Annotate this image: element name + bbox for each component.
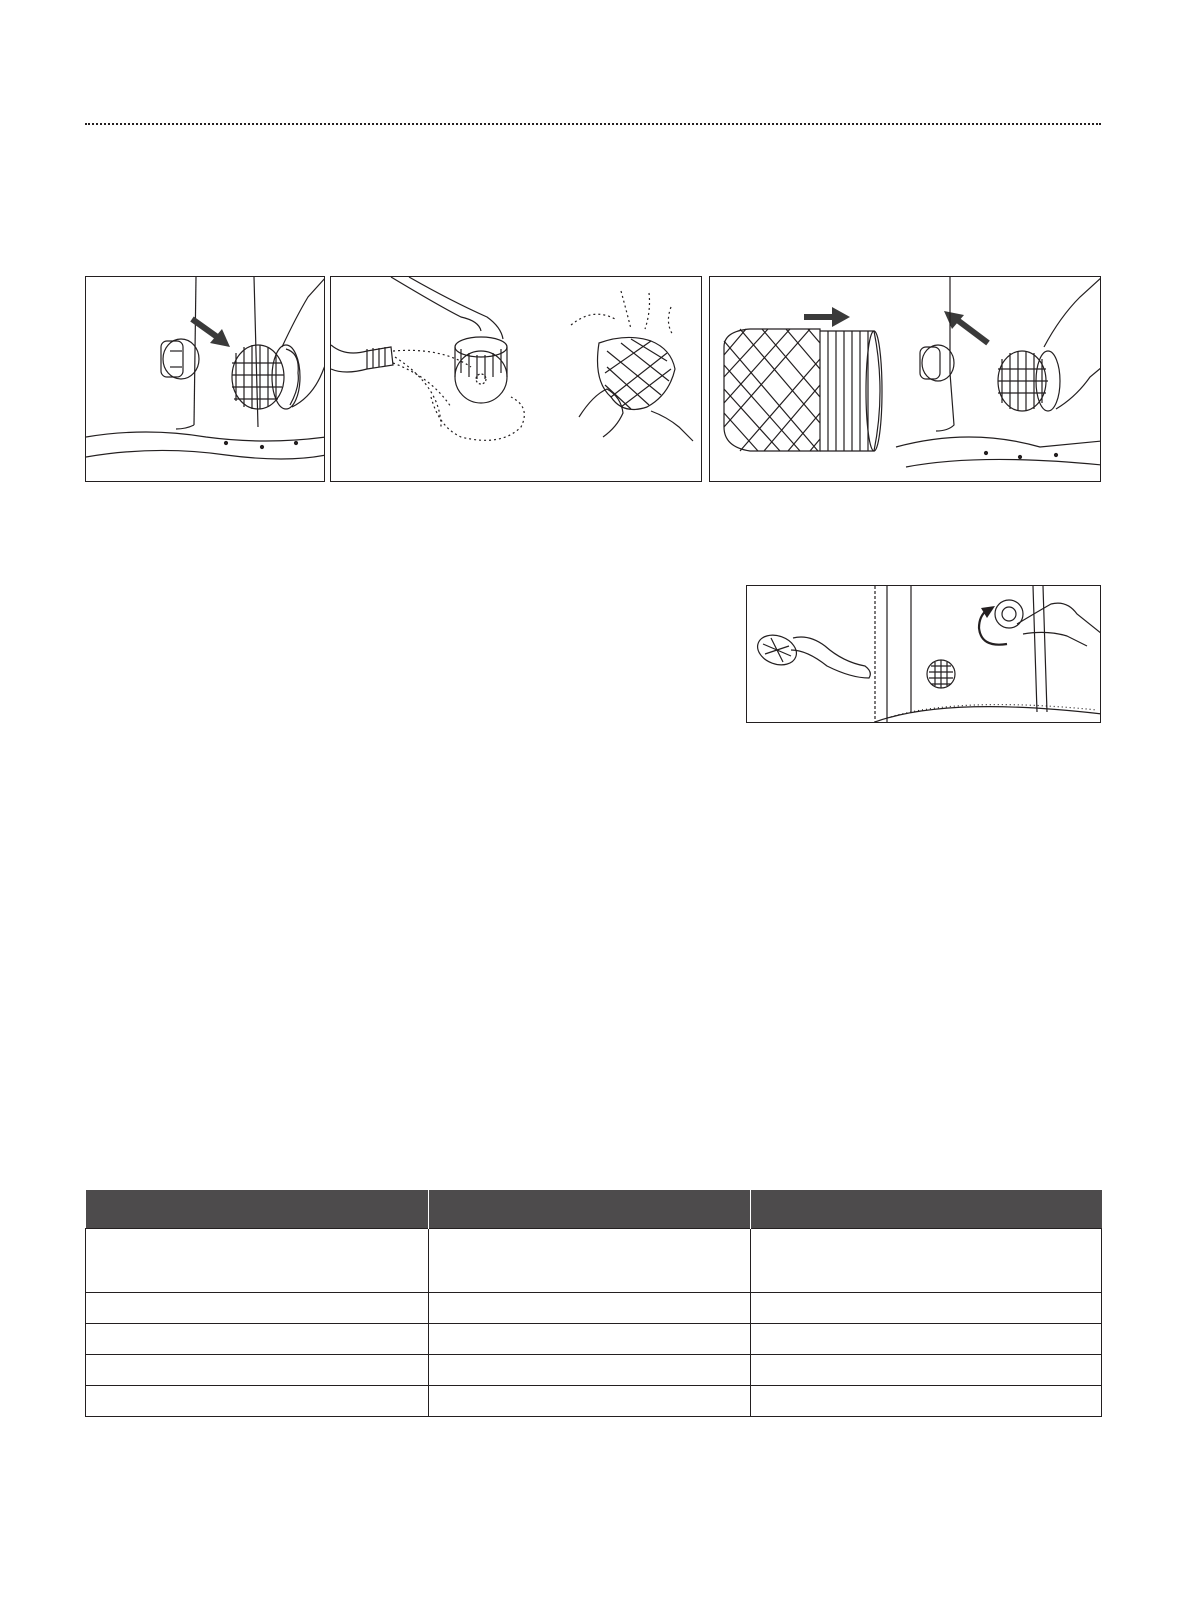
table-cell: [86, 1324, 429, 1355]
table-cell: [429, 1229, 751, 1293]
table-cell: [429, 1386, 751, 1417]
table-cell: [751, 1293, 1102, 1324]
table-cell: [429, 1293, 751, 1324]
table-row: [86, 1293, 1102, 1324]
filter-cartridge-icon: [998, 351, 1060, 411]
table-header-cell: [86, 1190, 429, 1229]
table-row: [86, 1229, 1102, 1293]
hand-icon: [1017, 603, 1101, 646]
filter-housing-icon: [161, 339, 199, 379]
table-row: [86, 1324, 1102, 1355]
valve-icon: [995, 600, 1023, 628]
wrench-icon: [753, 630, 870, 678]
table-cell: [429, 1355, 751, 1386]
pool-wall-curve: [86, 432, 325, 441]
filter-cartridge-icon: [232, 345, 300, 409]
table-cell: [86, 1355, 429, 1386]
figure-wrench-tighten: [746, 585, 1101, 723]
table-cell: [429, 1324, 751, 1355]
figure-reinstall-filter: [709, 276, 1101, 482]
table-header-row: [86, 1190, 1102, 1229]
specifications-table: [85, 1190, 1102, 1417]
table-cell: [751, 1386, 1102, 1417]
cloth-scrub-icon: [571, 291, 693, 441]
table-header-cell: [429, 1190, 751, 1229]
table-header-cell: [751, 1190, 1102, 1229]
figure-clean-filter: [330, 276, 702, 482]
hand-icon: [282, 277, 325, 407]
table-cell: [751, 1229, 1102, 1293]
figure-remove-filter: [85, 276, 325, 482]
table-row: [86, 1386, 1102, 1417]
hose-icon: [331, 345, 393, 372]
drain-grate-icon: [927, 660, 955, 688]
dotted-divider: [85, 123, 1101, 125]
table-cell: [86, 1293, 429, 1324]
table-cell: [86, 1386, 429, 1417]
hand-icon: [391, 277, 503, 339]
arrow-icon: [192, 319, 230, 347]
pool-floor-edge: [875, 707, 1101, 722]
table-cell: [86, 1229, 429, 1293]
arrow-right-icon: [804, 307, 850, 327]
table-cell: [751, 1355, 1102, 1386]
table-row: [86, 1355, 1102, 1386]
table-cell: [751, 1324, 1102, 1355]
hand-icon: [1044, 277, 1101, 409]
filter-cartridge-large-icon: [724, 329, 882, 451]
filter-housing-icon: [920, 345, 954, 381]
filter-cartridge-icon: [455, 337, 507, 403]
